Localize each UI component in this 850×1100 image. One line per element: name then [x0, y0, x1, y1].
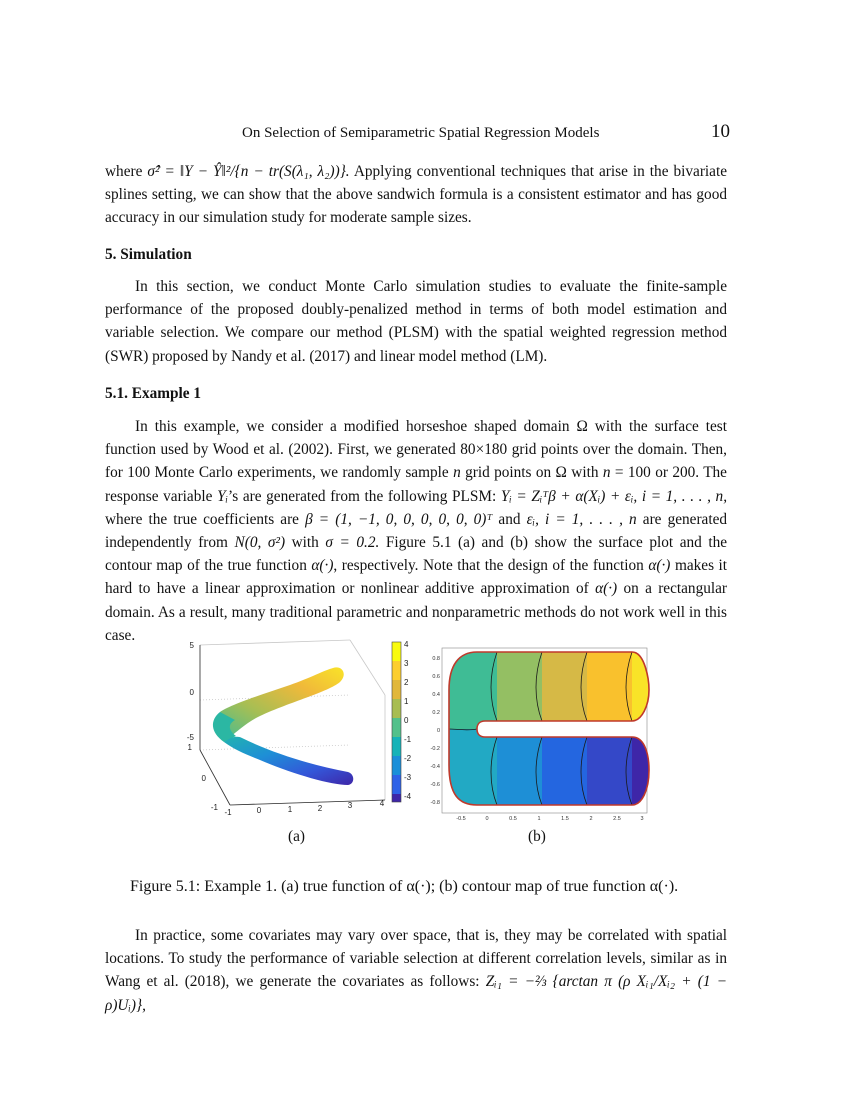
y-tick: -0.8: [430, 800, 440, 806]
y-tick: 1: [187, 743, 192, 752]
x-tick: 0: [485, 816, 489, 822]
sigma-formula: σ̂² = ‖Y − Ŷ‖²/{n − tr(S(λ₁, λ₂))}.: [147, 163, 350, 180]
surface-upper-arm: [220, 667, 344, 742]
y-tick: 0.8: [432, 656, 440, 662]
y-tick: -1: [210, 803, 218, 812]
x-tick: 1: [287, 805, 293, 814]
z-tick: 0: [189, 688, 194, 697]
x-tick: 1.5: [561, 816, 569, 822]
x-tick: 1: [537, 816, 541, 822]
figure-caption: Figure 5.1: Example 1. (a) true function of α(·); (b) contour map of true function α(·).: [130, 878, 679, 895]
colorbar-tick: 4: [404, 640, 409, 649]
page-number: 10: [711, 121, 730, 142]
x-tick: -1: [224, 808, 232, 817]
colorbar: [392, 642, 401, 802]
y-tick: 0.4: [432, 692, 440, 698]
contour-map-svg: [430, 645, 652, 822]
colorbar-tick: 2: [404, 678, 409, 687]
y-tick: 0.6: [432, 674, 440, 680]
x-tick: 2: [317, 804, 323, 813]
surface-plot-svg: [180, 640, 420, 825]
z-tick: 5: [189, 641, 194, 650]
colorbar-tick: -3: [404, 773, 412, 782]
colorbar-tick: -4: [404, 792, 412, 801]
figure-a-surface-plot: [180, 640, 420, 825]
plsm-formula: Yᵢ = Zᵢᵀβ + α(Xᵢ) + εᵢ, i = 1, . . . , n,: [500, 487, 728, 505]
colorbar-tick: 0: [404, 716, 409, 725]
paragraph-simulation: In this section, we conduct Monte Carlo simulation studies to evaluate the finite-sample performance of the proposed doubly-penalized method in terms of both model estimation and variable selection. We compare our method (PLSM) with the spatial weighted regression method (SWR) proposed by Nandy et al. (2017) and linear model method (LM).: [105, 278, 727, 365]
y-tick: -0.2: [430, 746, 440, 752]
figure-b-label: (b): [528, 828, 546, 845]
paragraph-sandwich: where σ̂² = ‖Y − Ŷ‖²/{n − tr(S(λ₁, λ₂))}. Applying conventional techniques that arise in the bivariate splines setting, we can show that the above sandwich formula is a consistent estimator and has good accuracy in our simulation study for moderate sample sizes.: [105, 163, 727, 227]
beta-formula: β = (1, −1, 0, 0, 0, 0, 0, 0)ᵀ: [305, 510, 493, 528]
x-tick: 2: [589, 816, 593, 822]
colorbar-tick: -1: [404, 735, 412, 744]
y-tick: -0.4: [430, 764, 440, 770]
x-tick: 0.5: [509, 816, 517, 822]
subsection-heading: 5.1. Example 1: [105, 385, 202, 402]
paragraph-covariates: In practice, some covariates may vary over space, that is, they may be correlated with spatial locations. To study the performance of variable selection at different correlation levels, similar as in Wang et al. (2018), we generate the covariates as follows: Zᵢ₁ = −⅔ {arctan π (ρ Xᵢ₁/Xᵢ₂ + (1 − ρ)Uᵢ)},: [105, 927, 727, 1014]
covariate-formula: Zᵢ₁ = −⅔ {arctan π (ρ Xᵢ₁/Xᵢ₂ + (1 − ρ)Uᵢ)},: [105, 973, 727, 1014]
colorbar-tick: 3: [404, 659, 409, 668]
colorbar-tick: -2: [404, 754, 412, 763]
paragraph-example1: In this example, we consider a modified horseshoe shaped domain Ω with the surface test function used by Wood et al. (2002). First, we generated 80×180 grid points over the domain. Then, for 100 Monte Carlo experiments, we randomly sample n grid points on Ω with n = 100 or 200. The response variable Yᵢ’s are generated from the following PLSM: Yᵢ = Zᵢᵀβ + α(Xᵢ) + εᵢ, i = 1, . . . , n, where the true coefficients are β = (1, −1, 0, 0, 0, 0, 0, 0)ᵀ and εᵢ, i = 1, . . . , n are generated independently from N(0, σ²) with σ = 0.2. Figure 5.1 (a) and (b) show the surface plot and the contour map of the true function α(·), respectively. Note that the design of the function α(·) makes it hard to have a linear approximation or nonlinear additive approximation of α(·) on a rectangular domain. As a result, many traditional parametric and nonparametric methods do not work well in this case.: [105, 418, 728, 644]
x-tick: -0.5: [456, 816, 466, 822]
z-tick: -5: [186, 733, 194, 742]
x-tick: 3: [347, 801, 353, 810]
figure-a-label: (a): [288, 828, 305, 845]
x-tick: 0: [256, 806, 262, 815]
surface-lower-arm: [224, 737, 353, 785]
y-tick: -0.6: [430, 782, 440, 788]
y-tick: 0.2: [432, 710, 440, 716]
x-tick: 4: [379, 799, 385, 808]
colorbar-tick: 1: [404, 697, 409, 706]
running-title: On Selection of Semiparametric Spatial Regression Models: [242, 125, 600, 141]
figure-b-contour-map: [430, 645, 652, 822]
section-heading: 5. Simulation: [105, 246, 192, 263]
y-tick: 0: [436, 728, 440, 734]
x-tick: 3: [640, 816, 644, 822]
x-tick: 2.5: [613, 816, 621, 822]
y-tick: 0: [201, 774, 206, 783]
